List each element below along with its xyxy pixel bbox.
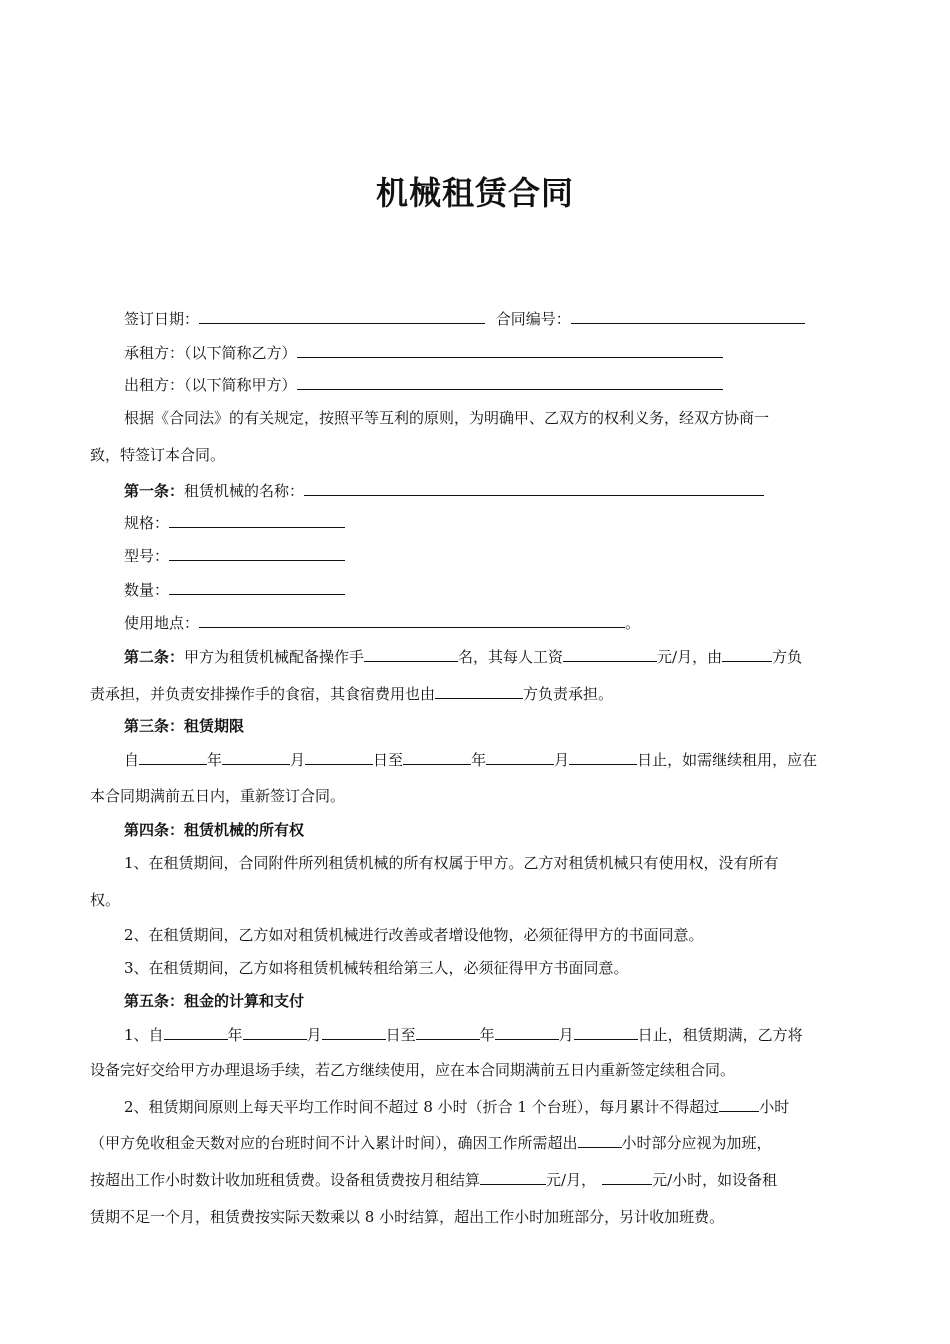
qty-blank[interactable] <box>169 579 345 595</box>
end-day-blank[interactable] <box>569 749 637 765</box>
article2-text-2: 名，其每人工资 <box>458 648 564 666</box>
a5-end-month-blank[interactable] <box>495 1024 559 1040</box>
a5-start-year-blank[interactable] <box>164 1024 228 1040</box>
article3-line-2: 本合同期满前五日内，重新签订合同。 <box>90 787 346 805</box>
site-line <box>124 612 640 633</box>
site-label: 使用地点： <box>124 614 200 632</box>
monthly-rent-blank[interactable] <box>480 1169 546 1185</box>
article4-p1-line-1: 1、在租赁期间，合同附件所列租赁机械的所有权属于甲方。乙方对租赁机械只有使用权，没有所有 <box>124 854 779 872</box>
article2-text-4: 方负 <box>772 648 803 666</box>
model-label: 型号： <box>124 547 170 565</box>
article2-line-1 <box>124 646 802 667</box>
site-blank[interactable] <box>199 612 625 628</box>
lessor-label: 出租方：（以下简称甲方） <box>124 376 297 394</box>
article2-text-6: 方负责承担。 <box>523 685 614 703</box>
a5-start-day-blank[interactable] <box>322 1024 386 1040</box>
intro-line-2: 致，特签订本合同。 <box>90 446 226 464</box>
intro-line-1: 根据《合同法》的有关规定，按照平等互利的原则，为明确甲、乙双方的权利义务，经双方协商一 <box>124 409 770 427</box>
model-blank[interactable] <box>169 545 345 561</box>
year-label: 年 <box>207 751 223 769</box>
article2-text-3: 元/月，由 <box>657 648 723 666</box>
end-month-blank[interactable] <box>486 749 554 765</box>
article1-name-line <box>124 480 764 501</box>
article5-p2-text-g: 元/小时，如设备租 <box>652 1171 778 1189</box>
article5-heading: 第五条：租金的计算和支付 <box>124 992 305 1010</box>
article5-p1-line-2: 设备完好交给甲方办理退场手续，若乙方继续使用，应在本合同期满前五日内重新签定续租合同。 <box>90 1061 736 1079</box>
article5-p2-text-f: 元/月， <box>546 1171 597 1189</box>
operator-count-blank[interactable] <box>364 646 458 662</box>
lessee-label: 承租方：（以下简称乙方） <box>124 344 297 362</box>
a5-year-label-2: 年 <box>479 1026 495 1044</box>
article4-p2: 2、在租赁期间，乙方如对租赁机械进行改善或者增设他物，必须征得甲方的书面同意。 <box>124 926 704 944</box>
machine-name-blank[interactable] <box>304 480 764 496</box>
start-day-blank[interactable] <box>305 749 373 765</box>
start-month-blank[interactable] <box>222 749 290 765</box>
day-to-label: 日至 <box>373 751 404 769</box>
month-label: 月 <box>290 751 306 769</box>
article5-p2-line-1 <box>124 1096 789 1117</box>
sign-date-label: 签订日期： <box>124 310 200 328</box>
article2-heading: 第二条： <box>124 648 185 666</box>
lessee-blank[interactable] <box>297 342 723 358</box>
article5-p2-text-e: 按超出工作小时数计收加班租赁费。设备租赁费按月租结算 <box>90 1171 481 1189</box>
lessor-line <box>124 374 723 395</box>
article5-p2-line-3 <box>90 1169 777 1190</box>
article3-line-1 <box>124 749 817 770</box>
lessee-line <box>124 342 723 363</box>
a5-day-to-label: 日至 <box>385 1026 416 1044</box>
sign-date-blank[interactable] <box>199 308 485 324</box>
article2-line-2 <box>90 683 613 704</box>
article1-heading: 第一条： <box>124 482 185 500</box>
article4-p3: 3、在租赁期间，乙方如将租赁机械转租给第三人，必须征得甲方书面同意。 <box>124 959 629 977</box>
a5-month-label-2: 月 <box>558 1026 574 1044</box>
a5-end-year-blank[interactable] <box>416 1024 480 1040</box>
overtime-hours-blank[interactable] <box>578 1132 622 1148</box>
model-line <box>124 545 345 566</box>
article5-p2-line-2 <box>90 1132 772 1153</box>
spec-blank[interactable] <box>169 512 345 528</box>
contract-no-blank[interactable] <box>571 308 805 324</box>
article5-p2-line-4: 赁期不足一个月，租赁费按实际天数乘以 8 小时结算，超出工作小时加班部分，另计收加班费。 <box>90 1208 725 1226</box>
qty-line <box>124 579 345 600</box>
sign-date-line <box>124 308 805 329</box>
from-label: 自 <box>124 751 140 769</box>
article2-text-1: 甲方为租赁机械配备操作手 <box>184 648 365 666</box>
a5-year-label: 年 <box>227 1026 243 1044</box>
article5-p2-text-c: （甲方免收租金天数对应的台班时间不计入累计时间），确因工作所需超出 <box>90 1134 578 1152</box>
site-end: 。 <box>625 614 641 632</box>
a5-start-month-blank[interactable] <box>243 1024 307 1040</box>
end-year-blank[interactable] <box>403 749 471 765</box>
lodging-party-blank[interactable] <box>435 683 523 699</box>
article5-p1-end: 日止，租赁期满，乙方将 <box>637 1026 803 1044</box>
spec-label: 规格： <box>124 514 170 532</box>
article4-p1-line-2: 权。 <box>90 891 121 909</box>
lessor-blank[interactable] <box>297 374 723 390</box>
year-label-2: 年 <box>471 751 487 769</box>
wage-blank[interactable] <box>563 646 657 662</box>
article4-heading: 第四条：租赁机械的所有权 <box>124 821 305 839</box>
article5-p1-line-1 <box>124 1024 803 1045</box>
article5-p2-text-b: 小时 <box>759 1098 790 1116</box>
article2-text-5: 责承担，并负责安排操作手的食宿，其食宿费用也由 <box>90 685 436 703</box>
article5-p2-text-a: 2、租赁期间原则上每天平均工作时间不超过 8 小时（折合 1 个台班），每月累计不得超过 <box>124 1098 720 1116</box>
qty-label: 数量： <box>124 581 170 599</box>
a5-month-label: 月 <box>306 1026 322 1044</box>
article5-p2-text-d: 小时部分应视为加班， <box>621 1134 772 1152</box>
start-year-blank[interactable] <box>139 749 207 765</box>
wage-party-blank[interactable] <box>722 646 772 662</box>
spec-line <box>124 512 345 533</box>
month-label-2: 月 <box>554 751 570 769</box>
article5-p1-start: 1、自 <box>124 1026 164 1044</box>
hourly-rent-blank[interactable] <box>602 1169 652 1185</box>
article3-heading: 第三条：租赁期限 <box>124 717 245 735</box>
contract-no-label: 合同编号： <box>495 310 571 328</box>
article1-name-label: 租赁机械的名称： <box>184 482 305 500</box>
day-end-label: 日止，如需继续租用，应在 <box>637 751 818 769</box>
a5-end-day-blank[interactable] <box>574 1024 638 1040</box>
document-title: 机械租赁合同 <box>375 174 574 212</box>
monthly-hours-limit-blank[interactable] <box>719 1096 759 1112</box>
